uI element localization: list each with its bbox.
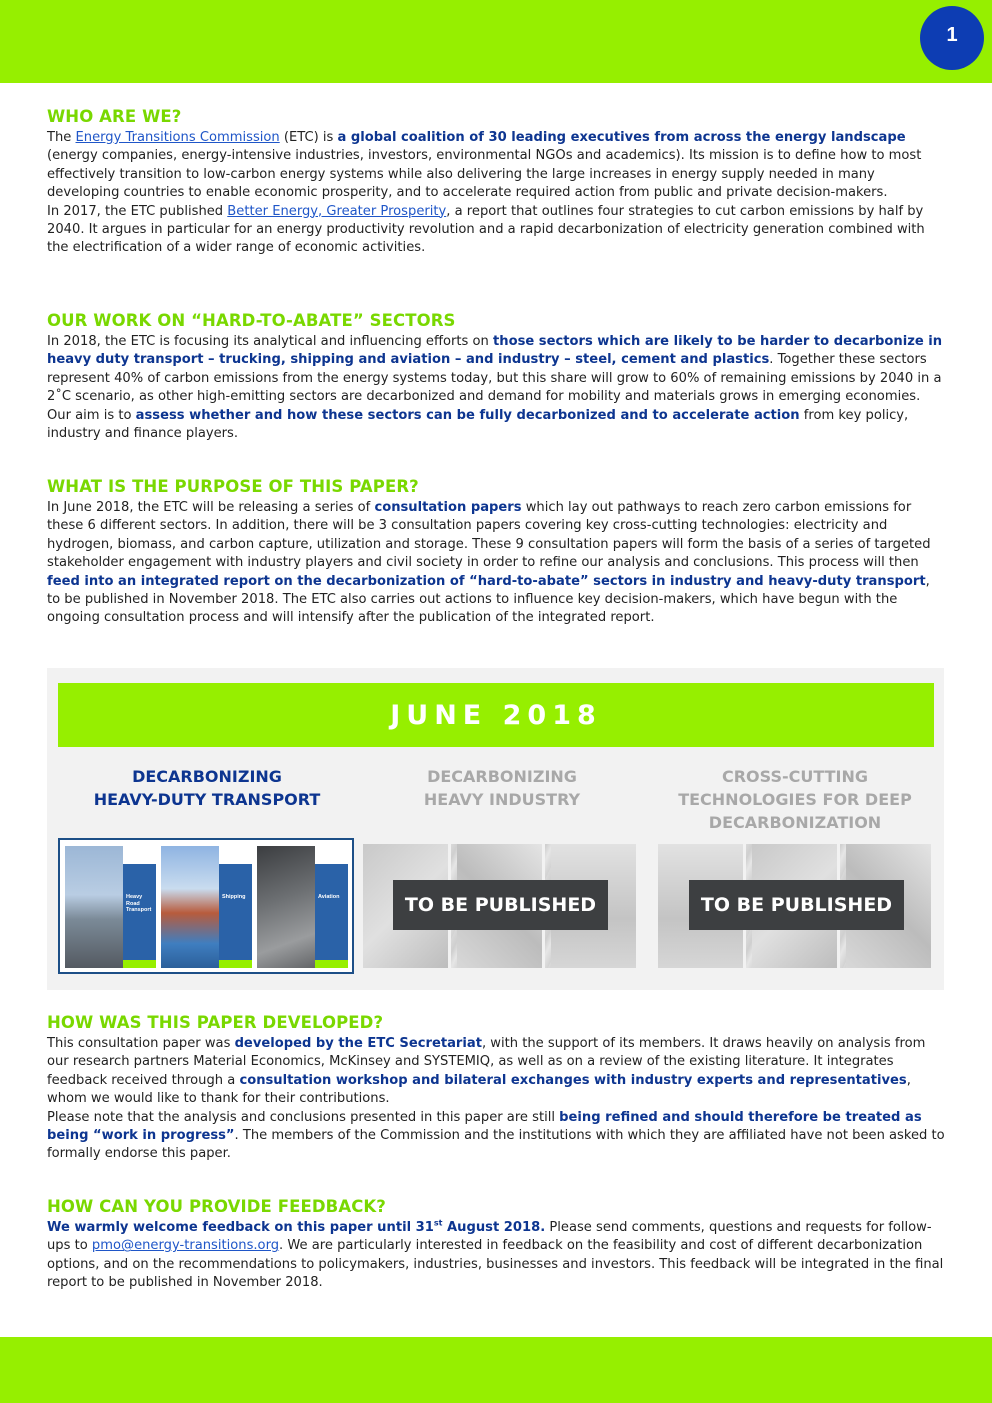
feedback-section xyxy=(47,1197,947,1293)
section-heading: HOW WAS THIS PAPER DEVELOPED? xyxy=(47,1013,384,1032)
section-heading: OUR WORK ON “HARD-TO-ABATE” SECTORS xyxy=(47,311,456,330)
who-are-we-section xyxy=(47,107,947,258)
publication-schedule-banner xyxy=(47,668,944,990)
section-paragraph: Please note that the analysis and conclusions presented in this paper are still being refined and should therefore be treated as being “work in progress”. The members of the Commission and the institutions with which they are affiliated have not been asked to formally endorse this paper. xyxy=(47,1109,945,1162)
heavy-road-transport-cover[interactable]: Heavy Road Transport xyxy=(65,846,156,968)
section-paragraph: The Energy Transitions Commission (ETC) is a global coalition of 30 leading executives from across the energy landscape (energy companies, energy-intensive industries, investors, environmental NGOs and academics). Its mission is to define how to most effectively transition to low-carbon energy systems while also delivering the large increases in energy supply needed in many developing countries to enable economic prosperity, and to accelerate required action from public and private decision-makers. xyxy=(47,130,922,201)
section-heading: HOW CAN YOU PROVIDE FEEDBACK? xyxy=(47,1197,386,1216)
column-title-cross-cutting: CROSS-CUTTING TECHNOLOGIES FOR DEEP DECARBONIZATION xyxy=(678,767,912,832)
section-paragraph: In June 2018, the ETC will be releasing a series of consultation papers which lay out pathways to reach zero carbon emissions for these 6 different sectors. In addition, there will be 3 consultation papers covering key cross-cutting technologies: electricity and hydrogen, biomass, and carbon capture, utilization and storage. These 9 consultation papers will form the basis of a series of targeted stakeholder engagement with industry players and civil society in order to refine our analysis and conclusions. This process will then feed into an integrated report on the decarbonization of “hard-to-abate” sectors in industry and heavy-duty transport, to be published in November 2018. The ETC also carries out actions to influence key decision-makers, which have begun with the ongoing consultation process and will intensify after the publication of the integrated report. xyxy=(47,500,931,626)
page-number-badge: 1 xyxy=(920,6,984,70)
report-link[interactable]: Better Energy, Greater Prosperity xyxy=(227,203,447,219)
to-be-published-label: TO BE PUBLISHED xyxy=(393,880,608,930)
aviation-cover[interactable]: Aviation xyxy=(257,846,348,968)
developed-section xyxy=(47,1013,947,1164)
column-title-heavy-duty-transport: DECARBONIZING HEAVY-DUTY TRANSPORT xyxy=(93,767,321,809)
top-header-band xyxy=(0,0,992,83)
column-title-heavy-industry: DECARBONIZING HEAVY INDUSTRY xyxy=(423,767,581,809)
banner-title: JUNE 2018 xyxy=(58,683,934,747)
bottom-footer-band xyxy=(0,1337,992,1403)
purpose-section xyxy=(47,477,947,628)
shipping-cover[interactable]: Shipping xyxy=(161,846,252,968)
hard-to-abate-section xyxy=(47,311,947,443)
section-paragraph: In 2017, the ETC published Better Energy, Greater Prosperity, a report that outlines four strategies to cut carbon emissions by half by 2040. It argues in particular for an energy productivity revolution and a rapid decarbonization of electricity generation combined with the electrification of a wider range of economic activities. xyxy=(47,203,925,256)
published-papers-thumbnails[interactable] xyxy=(58,838,354,974)
etc-link[interactable]: Energy Transitions Commission xyxy=(75,130,280,145)
section-paragraph: We warmly welcome feedback on this paper until 31st August 2018. Please send comments, questions and requests for follow-ups to pmo@energy-transitions.org. We are particularly interested in feedback on the feasibility and cost of different decarbonization options, and on the recommendations to policymakers, industries, businesses and investors. This feedback will be integrated in the final report to be published in November 2018. xyxy=(47,1218,944,1291)
email-link[interactable]: pmo@energy-transitions.org xyxy=(91,1238,280,1254)
to-be-published-label: TO BE PUBLISHED xyxy=(689,880,904,930)
section-heading: WHO ARE WE? xyxy=(47,107,182,126)
section-paragraph: This consultation paper was developed by the ETC Secretariat, with the support of its members. It draws heavily on analysis from our research partners Material Economics, McKinsey and SYSTEMIQ, as well as on a review of the existing literature. It integrates feedback received through a consultation workshop and bilateral exchanges with industry experts and representatives, whom we would like to thank for their contributions. xyxy=(47,1036,926,1107)
section-paragraph: In 2018, the ETC is focusing its analytical and influencing efforts on those sectors which are likely to be harder to decarbonize in heavy duty transport – trucking, shipping and aviation – and industry – steel, cement and plastics. Together these sectors represent 40% of carbon emissions from the energy systems today, but this share will grow to 60% of remaining emissions by 2040 in a 2˚C scenario, as other high-emitting sectors are decarbonized and demand for mobility and materials grows in emerging economies. Our aim is to assess whether and how these sectors can be fully decarbonized and to accelerate action from key policy, industry and finance players. xyxy=(47,334,943,442)
section-heading: WHAT IS THE PURPOSE OF THIS PAPER? xyxy=(47,477,419,496)
